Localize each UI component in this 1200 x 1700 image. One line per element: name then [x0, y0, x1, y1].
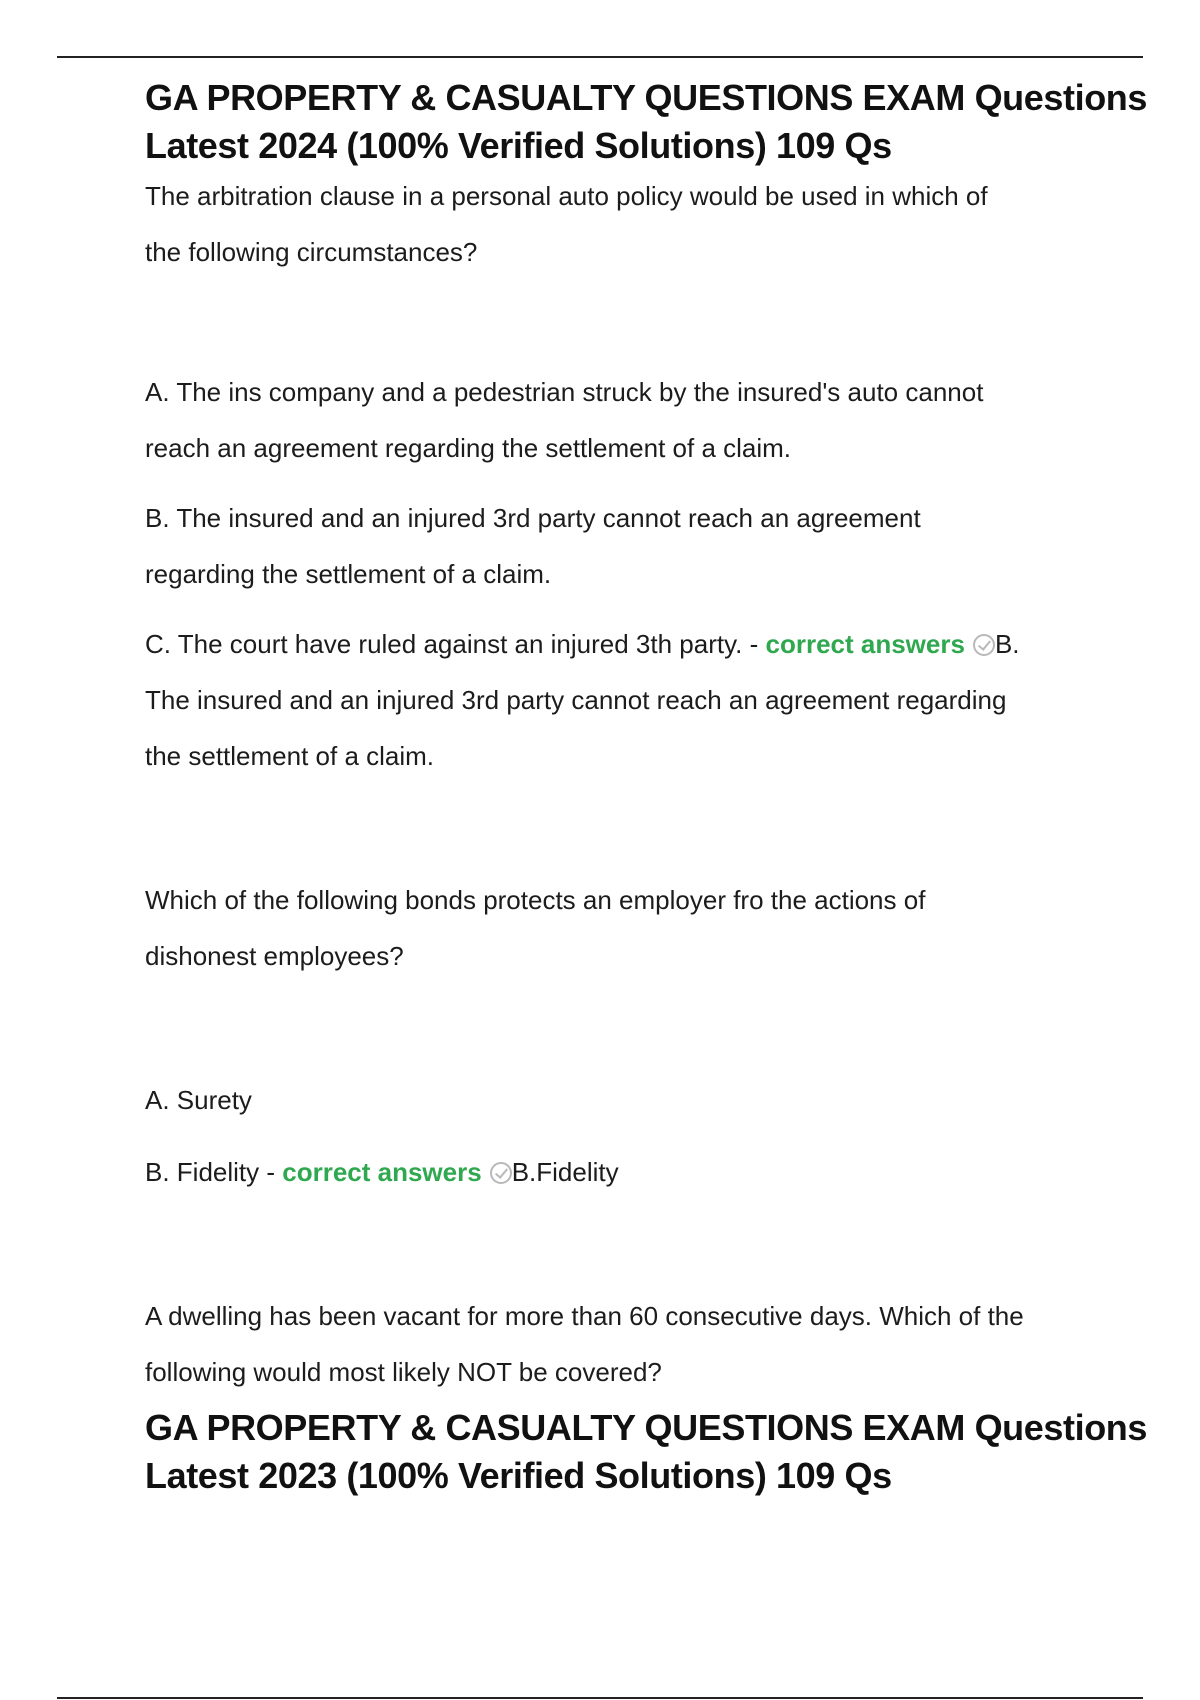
- footer-title-line-1: GA PROPERTY & CASUALTY QUESTIONS EXAM Questions: [145, 1407, 1147, 1448]
- correct-answers-label: correct answers: [282, 1157, 482, 1187]
- question-2-option-a: [145, 1072, 1105, 1128]
- top-rule: [57, 56, 1143, 58]
- question-3-stem: [145, 1288, 1105, 1400]
- question-1-stem: [145, 168, 1105, 280]
- question-1-option-a-line-1: A. The ins company and a pedestrian struck by the insured's auto cannot: [145, 377, 984, 407]
- question-1-option-b: [145, 490, 1105, 602]
- question-1-stem-line-2: the following circumstances?: [145, 237, 478, 267]
- footer-title-line-2: Latest 2023 (100% Verified Solutions) 109 Qs: [145, 1455, 892, 1496]
- question-2-stem-line-2: dishonest employees?: [145, 941, 404, 971]
- question-1-answer-start: B.: [994, 629, 1020, 659]
- correct-answers-label: correct answers: [765, 629, 965, 659]
- question-1-answer-line-2: The insured and an injured 3rd party cannot reach an agreement regarding: [145, 685, 1007, 715]
- question-2-stem: [145, 872, 1105, 984]
- question-2-answer: B.Fidelity: [511, 1157, 619, 1187]
- question-1-answer-line-3: the settlement of a claim.: [145, 741, 435, 771]
- question-2-option-b-line: [145, 1144, 1105, 1200]
- document-body: [145, 74, 1147, 1500]
- question-1: [145, 168, 1105, 784]
- question-3: [145, 1288, 1105, 1400]
- question-1-option-b-line-2: regarding the settlement of a claim.: [145, 559, 552, 589]
- page-title: [145, 74, 1147, 170]
- footer-title: [145, 1404, 1147, 1500]
- question-1-option-b-line-1: B. The insured and an injured 3rd party cannot reach an agreement: [145, 503, 921, 533]
- question-1-option-a: [145, 364, 1105, 476]
- question-1-option-c-text: C. The court have ruled against an injured 3th party. -: [145, 629, 766, 659]
- question-1-stem-line-1: The arbitration clause in a personal auto policy would be used in which of: [145, 181, 988, 211]
- question-2-stem-line-1: Which of the following bonds protects an employer fro the actions of: [145, 885, 926, 915]
- question-1-option-c-line-1: [145, 616, 1105, 672]
- page-title-line-2: Latest 2024 (100% Verified Solutions) 109 Qs: [145, 125, 892, 166]
- check-circle-icon: [973, 634, 995, 656]
- question-1-option-a-line-2: reach an agreement regarding the settlement of a claim.: [145, 433, 792, 463]
- question-1-option-c: [145, 616, 1105, 784]
- check-circle-icon: [490, 1162, 512, 1184]
- question-2-option-b: [145, 1144, 1105, 1200]
- question-3-stem-line-1: A dwelling has been vacant for more than 60 consecutive days. Which of the: [145, 1301, 1024, 1331]
- question-2-option-b-text: B. Fidelity -: [145, 1157, 283, 1187]
- question-3-stem-line-2: following would most likely NOT be covered?: [145, 1357, 662, 1387]
- bottom-rule: [57, 1697, 1143, 1699]
- page-title-line-1: GA PROPERTY & CASUALTY QUESTIONS EXAM Questions: [145, 77, 1147, 118]
- question-2: [145, 872, 1105, 1200]
- question-2-option-a-text: A. Surety: [145, 1085, 252, 1115]
